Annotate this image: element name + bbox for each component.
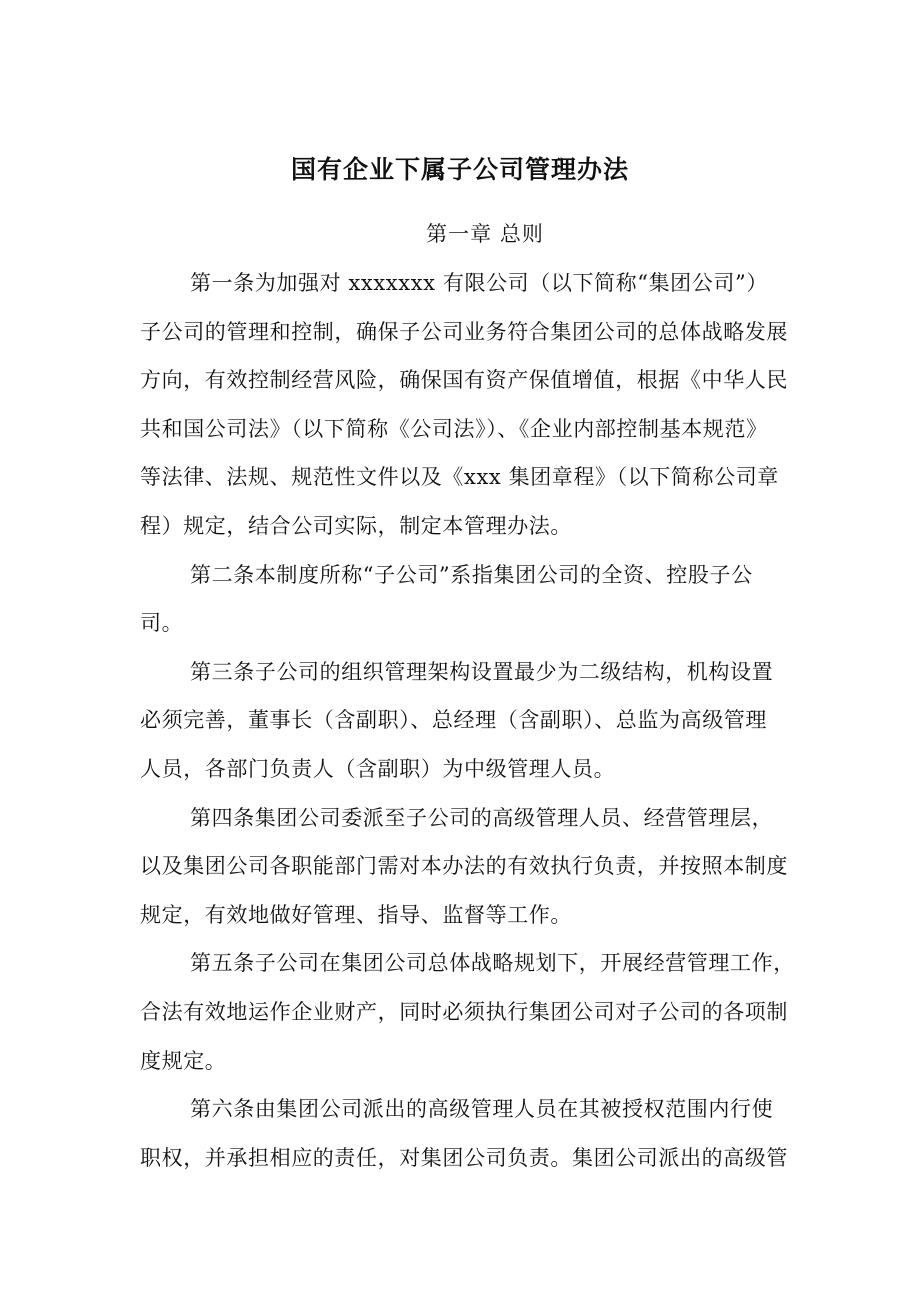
text-line: 以及集团公司各职能部门需对本办法的有效执行负责，并按照本制度 — [140, 854, 788, 879]
text-line: 第四条集团公司委派至子公司的高级管理人员、经营管理层， — [190, 805, 774, 830]
text-line: 第五条子公司在集团公司总体战略规划下，开展经营管理工作， — [190, 951, 795, 976]
text-line: 第三条子公司的组织管理架构设置最少为二级结构，机构设置 — [190, 659, 774, 684]
text-line: 规定，有效地做好管理、指导、监督等工作。 — [140, 902, 572, 927]
article-6 — [140, 1090, 790, 1187]
article-2 — [140, 556, 790, 653]
text-line: 合法有效地运作企业财产，同时必须执行集团公司对子公司的各项制 — [140, 999, 788, 1024]
text-line: 共和国公司法》（以下简称《公司法》）、《企业内部控制基本规范》 — [140, 416, 768, 441]
text-line: 方向，有效控制经营风险，确保国有资产保值增值，根据《中华人民 — [140, 368, 788, 393]
text-line: 第二条本制度所称“子公司”系指集团公司的全资、控股子公 — [190, 562, 753, 587]
article-5 — [140, 944, 795, 1090]
text-line: 程）规定，结合公司实际，制定本管理办法。 — [140, 513, 572, 538]
text-line: 第一条为加强对 xxxxxxx 有限公司（以下简称“集团公司”） — [190, 271, 768, 295]
text-line: 子公司的管理和控制，确保子公司业务符合集团公司的总体战略发展 — [140, 319, 788, 344]
document-title: 国有企业下属子公司管理办法 — [290, 155, 629, 184]
text-line: 人员，各部门负责人（含副职）为中级管理人员。 — [140, 756, 616, 781]
text-line: 职权，并承担相应的责任，对集团公司负责。集团公司派出的高级管 — [140, 1145, 788, 1170]
document-body — [140, 264, 795, 1187]
chapter-heading: 第一章 总则 — [426, 222, 544, 246]
text-line: 司。 — [140, 611, 184, 636]
text-line: 第六条由集团公司派出的高级管理人员在其被授权范围内行使 — [190, 1097, 774, 1122]
text-line: 等法律、法规、规范性文件以及《xxx 集团章程》（以下简称公司章 — [140, 465, 779, 490]
text-line: 度规定。 — [140, 1048, 227, 1073]
text-line: 必须完善，董事长（含副职）、总经理（含副职）、总监为高级管理 — [140, 708, 767, 733]
article-4 — [140, 799, 790, 945]
article-1 — [140, 264, 790, 556]
article-3 — [140, 653, 790, 799]
